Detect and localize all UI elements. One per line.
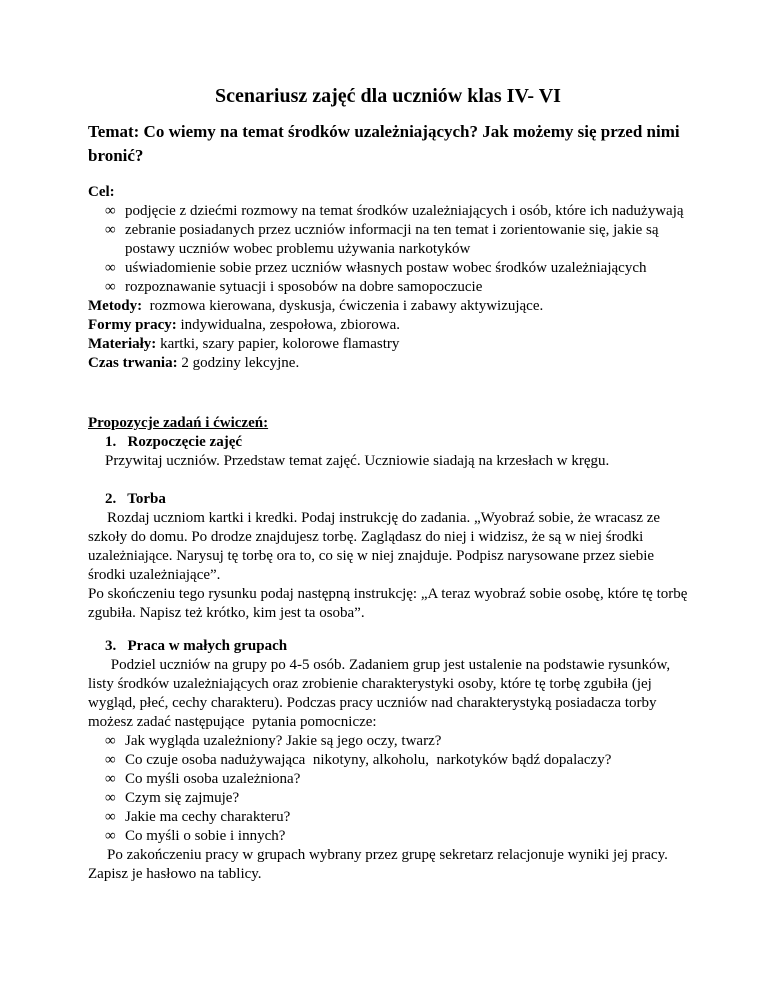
question-item: ∞ Co myśli o sobie i innych?: [105, 828, 286, 844]
infinity-bullet-icon: ∞: [105, 203, 116, 219]
infinity-bullet-icon: ∞: [105, 790, 116, 806]
goal-item: ∞ rozpoznawanie sytuacji i sposobów na dobre samopoczucie: [105, 279, 483, 295]
goal-section: [88, 183, 688, 373]
section-text: Rozdaj uczniom kartki i kredki. Podaj instrukcję do zadania. „Wyobraź sobie, że wracasz ze szkoły do domu. Po drodze znajdujesz torbę. Zaglądasz do niej i widzisz, że są w niej środki uzależniające. Narysuj tę torbę ora to, co się w niej znajduje. Podpisz narysowane przez siebie środki uzależniające”.: [88, 510, 661, 583]
infinity-bullet-icon: ∞: [105, 771, 116, 787]
section-heading: 1. Rozpoczęcie zajęć: [105, 434, 243, 450]
infinity-bullet-icon: ∞: [105, 809, 116, 825]
infinity-bullet-icon: ∞: [105, 222, 116, 238]
section-heading: 2. Torba: [105, 491, 166, 507]
proposals-section: [88, 414, 688, 471]
question-item: ∞ Jakie ma cechy charakteru?: [105, 809, 291, 825]
infinity-bullet-icon: ∞: [105, 279, 116, 295]
methods-line: Metody: rozmowa kierowana, dyskusja, ćwiczenia i zabawy aktywizujące.: [88, 298, 544, 314]
question-item: ∞ Co myśli osoba uzależniona?: [105, 771, 301, 787]
section-text: Po zakończeniu pracy w grupach wybrany przez grupę sekretarz relacjonuje wyniki jej pracy. Zapisz je hasłowo na tablicy.: [88, 847, 668, 882]
question-item: ∞ Jak wygląda uzależniony? Jakie są jego oczy, twarz?: [105, 733, 442, 749]
duration-line: Czas trwania: 2 godziny lekcyjne.: [88, 355, 300, 371]
infinity-bullet-icon: ∞: [105, 752, 116, 768]
infinity-bullet-icon: ∞: [105, 260, 116, 276]
section-text: Przywitaj uczniów. Przedstaw temat zajęć. Uczniowie siadają na krzesłach w kręgu.: [105, 453, 610, 469]
question-item: ∞ Co czuje osoba nadużywająca nikotyny, alkoholu, narkotyków bądź dopalaczy?: [105, 752, 612, 768]
document-title: Scenariusz zajęć dla uczniów klas IV- VI: [215, 85, 561, 107]
section-heading: 3. Praca w małych grupach: [105, 638, 288, 654]
section-torba: [88, 490, 688, 623]
lesson-subject: Temat: Co wiemy na temat środków uzależniających? Jak możemy się przed nimi bronić?: [88, 122, 680, 165]
question-item: ∞ Czym się zajmuje?: [105, 790, 240, 806]
goal-item: ∞ podjęcie z dziećmi rozmowy na temat środków uzależniających i osób, które ich nadużywają: [105, 203, 684, 219]
goal-item: ∞ zebranie posiadanych przez uczniów informacji na ten temat i zorientowanie się, jakie są postawy uczniów wobec problemu używania narkotyków: [105, 222, 659, 257]
goal-item: ∞ uświadomienie sobie przez uczniów własnych postaw wobec środków uzależniających: [105, 260, 647, 276]
goal-label: Cel:: [88, 184, 115, 200]
infinity-bullet-icon: ∞: [105, 733, 116, 749]
section-groups: [88, 637, 688, 884]
infinity-bullet-icon: ∞: [105, 828, 116, 844]
section-text: Podziel uczniów na grupy po 4-5 osób. Zadaniem grup jest ustalenie na podstawie rysunków, listy środków uzależniających oraz zrobienie charakterystyki osoby, które tę torbę zgubiła (jej wygląd, płeć, cechy charakteru). Podczas pracy uczniów nad charakterystyką posiadacza torby możesz zadać następujące pytania pomocnicze:: [88, 657, 674, 730]
materials-line: Materiały: kartki, szary papier, kolorowe flamastry: [88, 336, 400, 352]
proposals-heading: Propozycje zadań i ćwiczeń:: [88, 415, 269, 431]
forms-line: Formy pracy: indywidualna, zespołowa, zbiorowa.: [88, 317, 400, 333]
section-text: Po skończeniu tego rysunku podaj następną instrukcję: „A teraz wyobraź sobie osobę, które tę torbę zgubiła. Napisz też krótko, kim jest ta osoba”.: [88, 586, 688, 621]
